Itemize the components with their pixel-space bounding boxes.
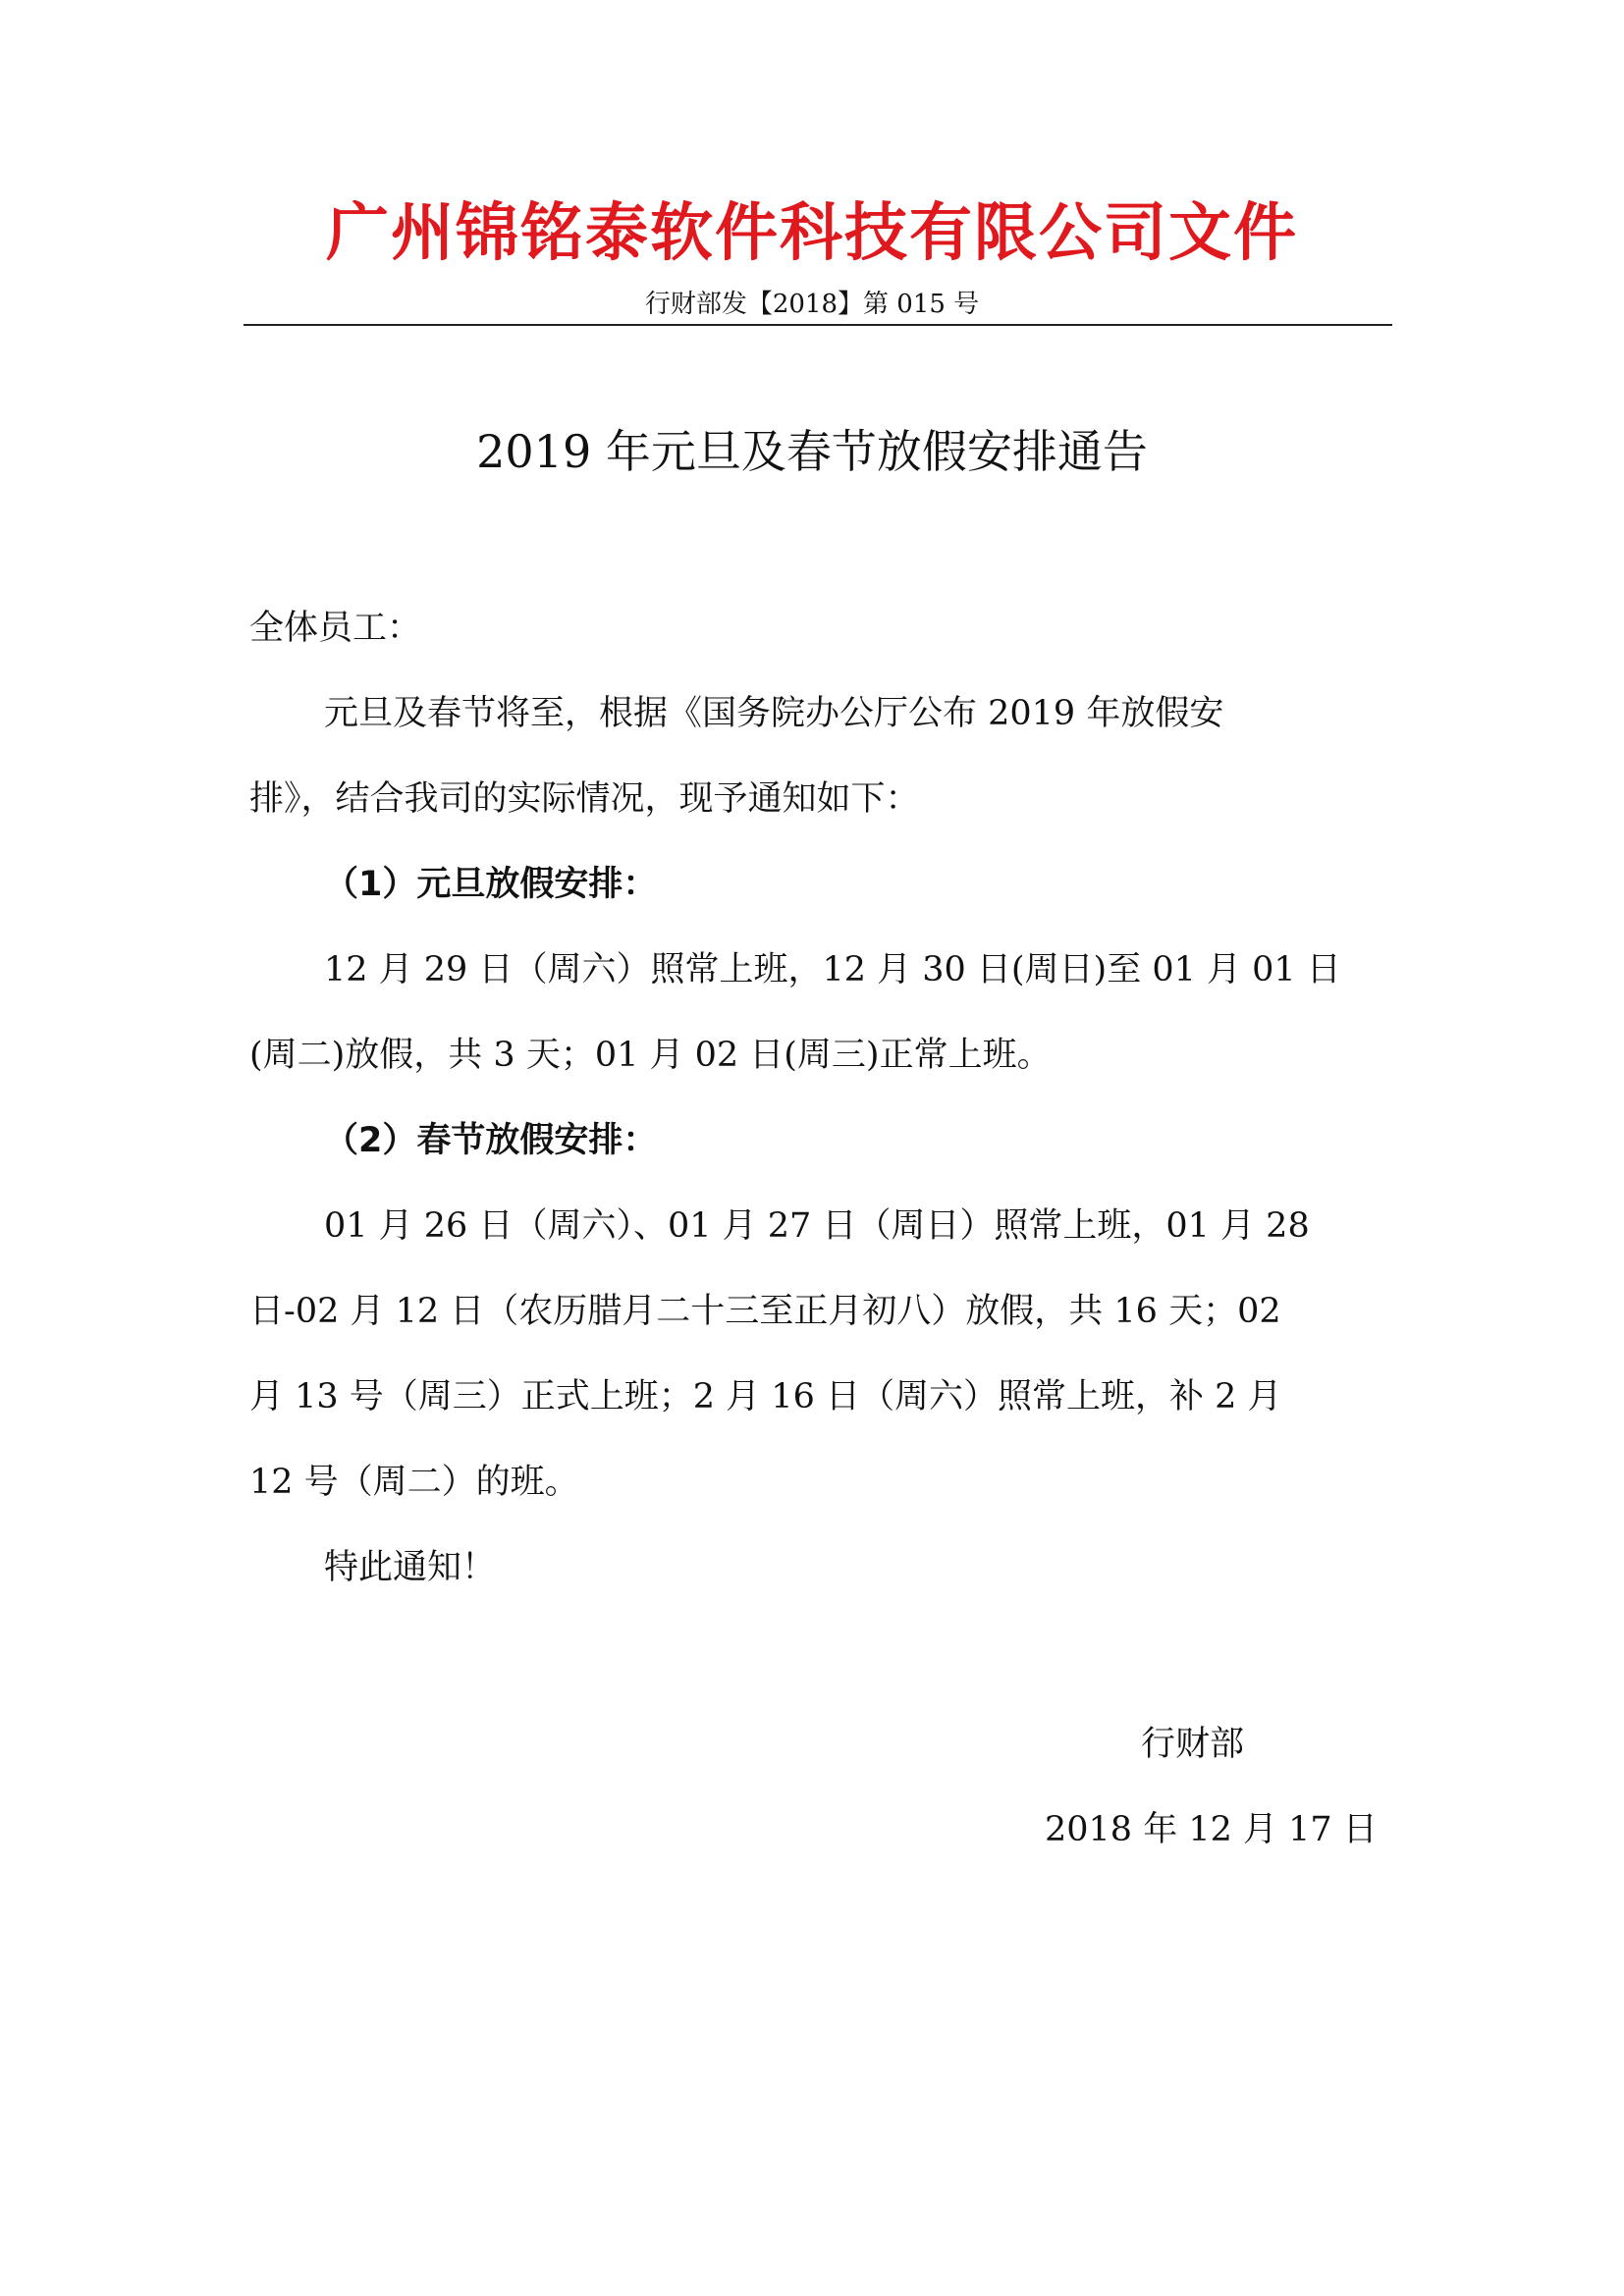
section-2-line-4: 12 号（周二）的班。	[249, 1463, 579, 1502]
section-1-line-2: (周二)放假，共 3 天；01 月 02 日(周三)正常上班。	[249, 1036, 1052, 1075]
section-2-line-1: 01 月 26 日（周六）、01 月 27 日（周日）照常上班，01 月 28	[324, 1206, 1310, 1246]
document-number: 行财部发【2018】第 015 号	[644, 290, 980, 319]
section-1-line-1: 12 月 29 日（周六）照常上班，12 月 30 日(周日)至 01 月 01 日	[324, 950, 1341, 989]
signature-department: 行财部	[1141, 1725, 1245, 1764]
salutation: 全体员工：	[249, 609, 422, 648]
notice-title: 2019 年元旦及春节放假安排通告	[476, 425, 1148, 478]
header-divider	[244, 324, 1392, 326]
section-2-heading: （2）春节放假安排：	[324, 1121, 658, 1160]
section-1-heading: （1）元旦放假安排：	[324, 865, 658, 904]
section-2-line-2: 日-02 月 12 日（农历腊月二十三至正月初八）放假，共 16 天；02	[249, 1292, 1281, 1331]
intro-line-1: 元旦及春节将至，根据《国务院办公厅公布 2019 年放假安	[324, 694, 1224, 733]
signature-date: 2018 年 12 月 17 日	[1045, 1810, 1378, 1849]
intro-line-2: 排》，结合我司的实际情况，现予通知如下：	[249, 779, 920, 819]
company-document-header: 广州锦铭泰软件科技有限公司文件	[326, 197, 1298, 270]
section-2-line-3: 月 13 号（周三）正式上班；2 月 16 日（周六）照常上班，补 2 月	[249, 1377, 1282, 1416]
closing-remark: 特此通知！	[324, 1548, 497, 1587]
